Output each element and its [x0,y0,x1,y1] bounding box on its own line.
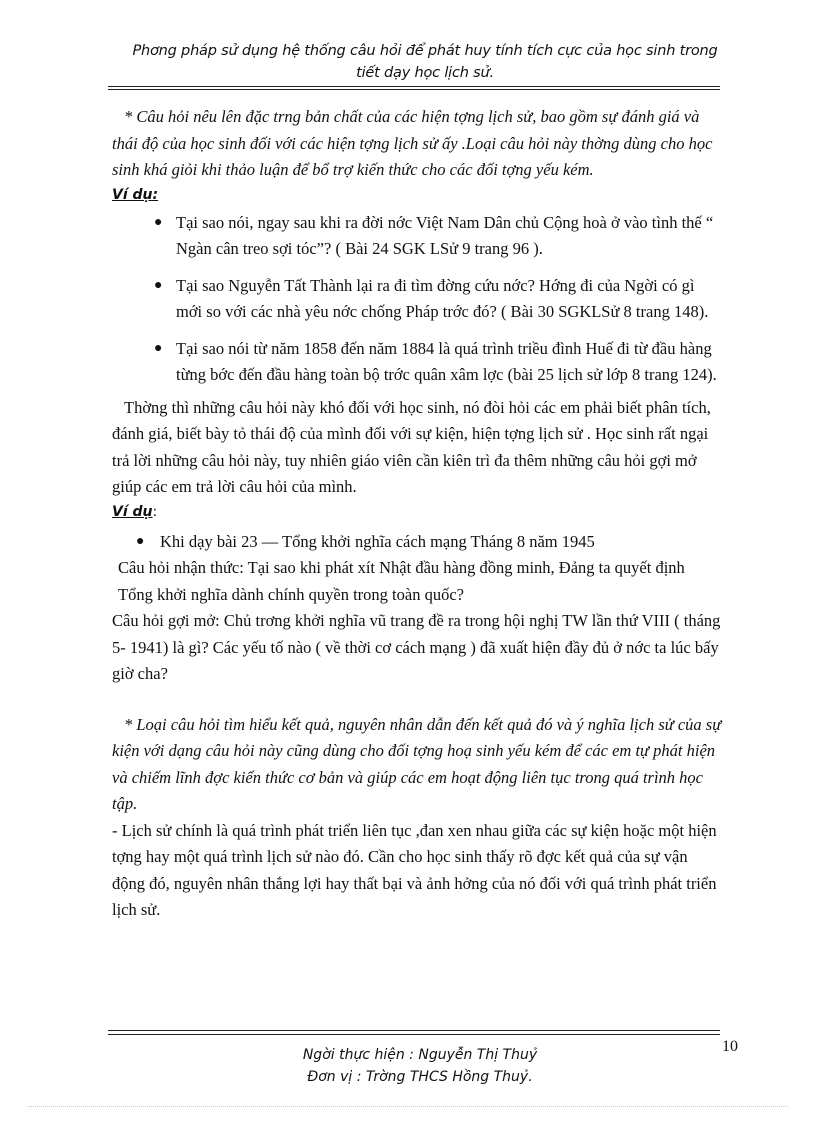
running-footer [160,1044,680,1088]
header-line-1: Phơng pháp sử dụng hệ thống câu hỏi để phát huy tính tích cực của học sinh trong [132,43,718,59]
section3-paragraph: - Lịch sử chính là quá trình phát triển liên tục ,đan xen nhau giữa các sự kiện hoặc một hiện tợng hay một quá trình lịch sử nào đó. Cần cho học sinh thấy rõ đợc kết quả của sự vận động đó, nguyên nhân thắng lợi hay thất bại và ảnh hởng của nó đối với quá trình phát triển lịch sử. [112,820,717,919]
footer-author: Ngời thực hiện : Nguyễn Thị Thuỷ [302,1047,538,1063]
bullet-icon: ● [136,533,145,549]
footer-unit: Đơn vị : Trờng THCS Hồng Thuỷ. [307,1069,533,1085]
example-label-1: Ví dụ: [112,186,159,203]
list-item: ● Tại sao Nguyễn Tất Thành lại ra đi tìm đờng cứu nớc? Hớng đi của Ngời có gì mới so với các nhà yêu nớc chống Pháp trớc đó? ( Bài 30 SGKLSử 8 trang 148). [112,273,722,326]
bottom-dotted-border [28,1106,788,1107]
example-label-2-wrap [112,501,722,523]
header-line-2: tiết dạy học lịch sử. [356,65,494,81]
section3-intro: * Loại câu hỏi tìm hiểu kết quả, nguyên nhân dẫn đến kết quả đó và ý nghĩa lịch sử của sự kiện với dạng câu hỏi này cũng dùng cho đối tợng hoạ sinh yếu kém để các em tự phát hiện và chiếm lĩnh đợc kiến thức cơ bản và giúp các em hoạt động liên tục trong quá trình học tập. [112,714,722,813]
main-content [112,104,722,924]
question-cognitive: Câu hỏi nhận thức: Tại sao khi phát xít Nhật đầu hàng đồng minh, Đảng ta quyết định Tổng khởi nghĩa dành chính quyền trong toàn quốc? [118,558,685,604]
list-item: ● Tại sao nói, ngay sau khi ra đời nớc Việt Nam Dân chủ Cộng hoà ở vào tình thế “ Ngàn cân treo sợi tóc”? ( Bài 24 SGK LSử 9 trang 96 ). [112,210,722,263]
example-label-2-colon: : [152,503,158,520]
header-rule-bottom [108,89,720,90]
section1-paragraph: Thờng thì những câu hỏi này khó đối với học sinh, nó đòi hỏi các em phải biết phân tích, đánh giá, biết bày tỏ thái độ của mình đối với sự kiện, hiện tợng lịch sử . Học sinh rất ngại trả lời những câu hỏi này, tuy nhiên giáo viên cần kiên trì đa thêm những câu hỏi gợi mở giúp các em trả lời câu hỏi của mình. [112,397,711,496]
section1-intro: * Câu hỏi nêu lên đặc trng bản chất của các hiện tợng lịch sử, bao gồm sự đánh giá và thái độ của học sinh đối với các hiện tợng lịch sử ấy .Loại câu hỏi này thờng dùng cho học sinh khá giỏi khi thảo luận để bổ trợ kiến thức cho các đối tợng yếu kém. [112,107,713,179]
example-list-2 [112,529,722,556]
example-label-2: Ví dụ [112,503,153,520]
footer-rule-top [108,1030,720,1031]
bullet-icon: ● [154,277,163,293]
list-item: ● Tại sao nói từ năm 1858 đến năm 1884 là quá trình triều đình Huế đi từ đầu hàng từng bớc đến đầu hàng toàn bộ trớc quân xâm lợc (bài 25 lịch sử lớp 8 trang 124). [112,336,722,389]
example-list-1 [112,210,722,389]
header-rule-top [108,86,720,87]
list-item: ● Khi dạy bài 23 — Tổng khởi nghĩa cách mạng Tháng 8 năm 1945 [112,529,722,556]
bullet-icon: ● [154,340,163,356]
page-number: 10 [722,1038,738,1055]
footer-rule-bottom [108,1034,720,1035]
bullet-icon: ● [154,214,163,230]
running-header [95,40,755,84]
question-prompting: Câu hỏi gợi mở: Chủ trơng khởi nghĩa vũ trang đề ra trong hội nghị TW lần thứ VIII ( tháng 5- 1941) là gì? Các yếu tố nào ( về thời cơ cách mạng ) đã xuất hiện đầy đủ ở nớc ta lúc bấy giờ cha? [112,611,721,683]
